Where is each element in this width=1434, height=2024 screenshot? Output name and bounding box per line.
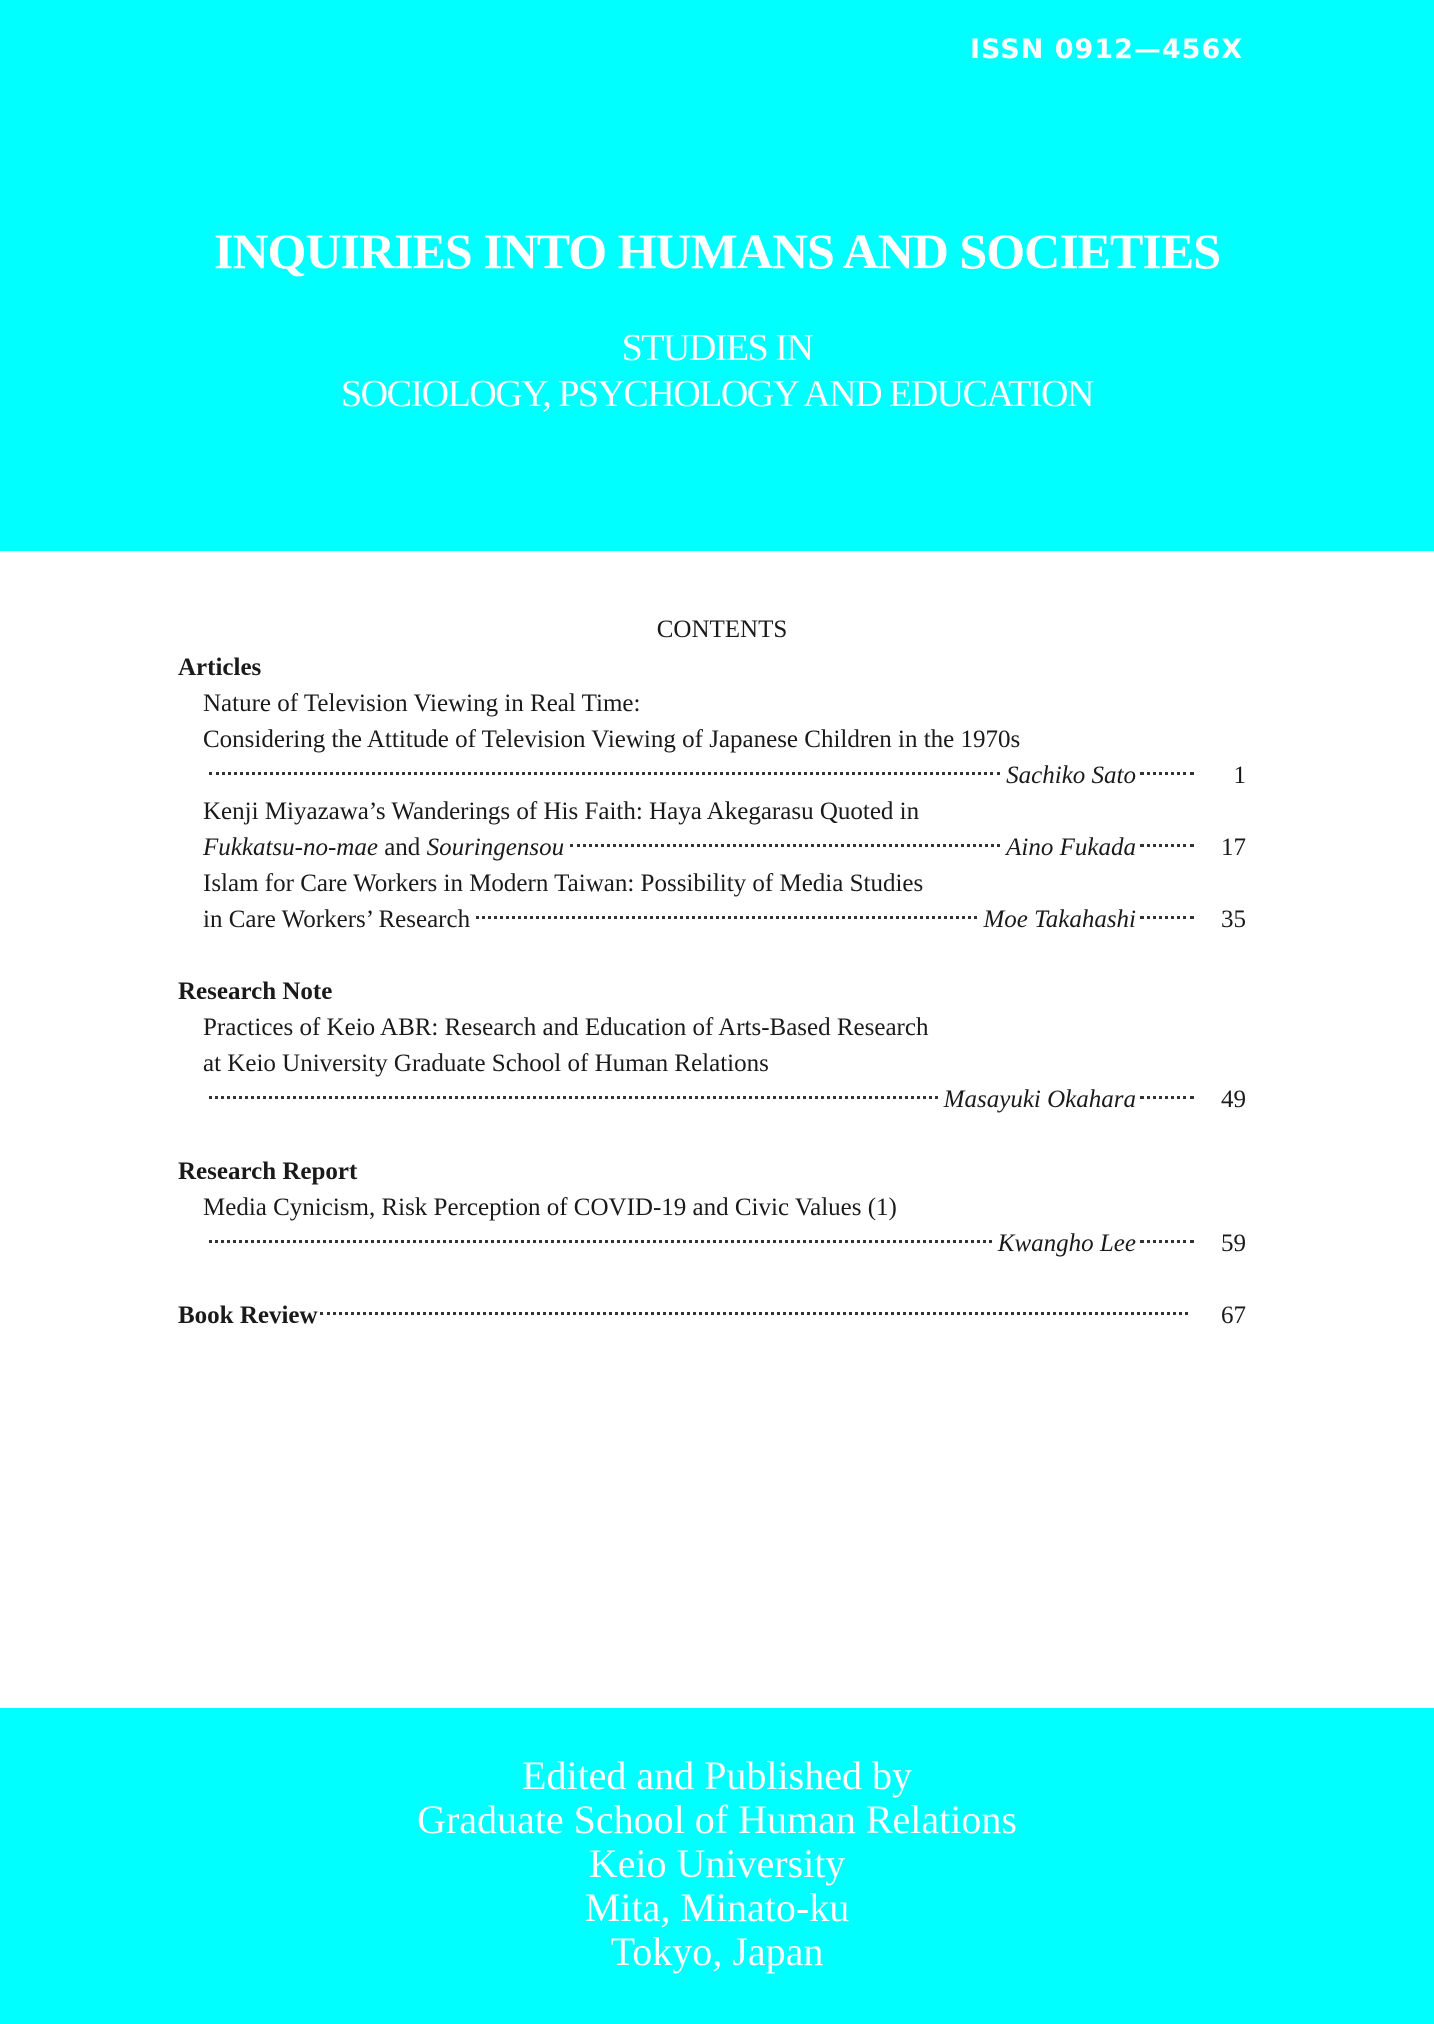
article-1-entry[interactable] [203,759,1246,793]
article-3-title-line2: in Care Workers’ Research [203,906,471,933]
dot-leader [1140,1240,1194,1243]
research-report-title: Media Cynicism, Risk Perception of COVID-19 and Civic Values (1) [203,1194,897,1221]
dot-leader [1140,1096,1194,1099]
dot-leader [476,916,977,919]
article-2-title-line2 [203,831,564,865]
publisher-line2: Graduate School of Human Relations [417,1797,1017,1842]
article-1-page: 1 [1233,762,1246,789]
contents-heading: CONTENTS [656,616,788,643]
article-1-author: Sachiko Sato [1006,762,1136,789]
article-3-entry[interactable] [203,903,1246,937]
header-band [0,0,1434,551]
dot-leader [320,1312,1188,1315]
publisher-line3: Keio University [588,1841,846,1886]
dot-leader [209,772,1000,775]
research-report-entry[interactable] [203,1227,1246,1261]
section-articles-label: Articles [178,654,262,681]
section-book-review-label: Book Review [178,1302,318,1329]
dot-leader [1140,916,1194,919]
dot-leader [570,844,1000,847]
journal-subtitle-line2: SOCIOLOGY, PSYCHOLOGY AND EDUCATION [341,373,1093,415]
research-report-author: Kwangho Lee [997,1230,1136,1257]
dot-leader [1140,772,1194,775]
issn-number: ISSN 0912—456X [970,34,1244,65]
research-note-title-line2: at Keio University Graduate School of Human Relations [203,1050,769,1077]
article-1-title-line2: Considering the Attitude of Television Viewing of Japanese Children in the 1970s [203,726,1021,753]
dot-leader [209,1240,992,1243]
publisher-band [0,1708,1434,2024]
research-note-author: Masayuki Okahara [943,1086,1136,1113]
article-3-page: 35 [1221,906,1246,933]
research-note-title-line1: Practices of Keio ABR: Research and Education of Arts-Based Research [203,1014,929,1041]
book-review-page: 67 [1221,1302,1246,1329]
publisher-line5: Tokyo, Japan [610,1929,824,1974]
journal-subtitle-line1: STUDIES IN [621,327,813,369]
article-2-entry[interactable] [203,831,1246,865]
section-research-report-label: Research Report [178,1158,358,1185]
article-2-title-conjunction: and [377,834,427,861]
publisher-line4: Mita, Minato-ku [584,1885,850,1930]
journal-title: INQUIRIES INTO HUMANS AND SOCIETIES [213,223,1220,279]
article-1-title-line1: Nature of Television Viewing in Real Time: [203,690,641,717]
dot-leader [209,1096,938,1099]
research-note-page: 49 [1221,1086,1246,1113]
section-research-note-label: Research Note [178,978,333,1005]
dot-leader [1140,844,1194,847]
article-2-italic-title-a: Fukkatsu-no-mae [203,834,378,861]
article-2-author: Aino Fukada [1006,834,1136,861]
article-2-title-line1: Kenji Miyazawa’s Wanderings of His Faith: Haya Akegarasu Quoted in [203,798,920,825]
article-2-page: 17 [1221,834,1246,861]
book-review-entry[interactable] [178,1299,1246,1333]
article-3-author: Moe Takahashi [983,906,1136,933]
publisher-line1: Edited and Published by [522,1753,912,1798]
research-report-page: 59 [1221,1230,1246,1257]
article-2-italic-title-b: Souringensou [426,834,565,861]
research-note-entry[interactable] [203,1083,1246,1117]
article-3-title-line1: Islam for Care Workers in Modern Taiwan: Possibility of Media Studies [203,870,924,897]
